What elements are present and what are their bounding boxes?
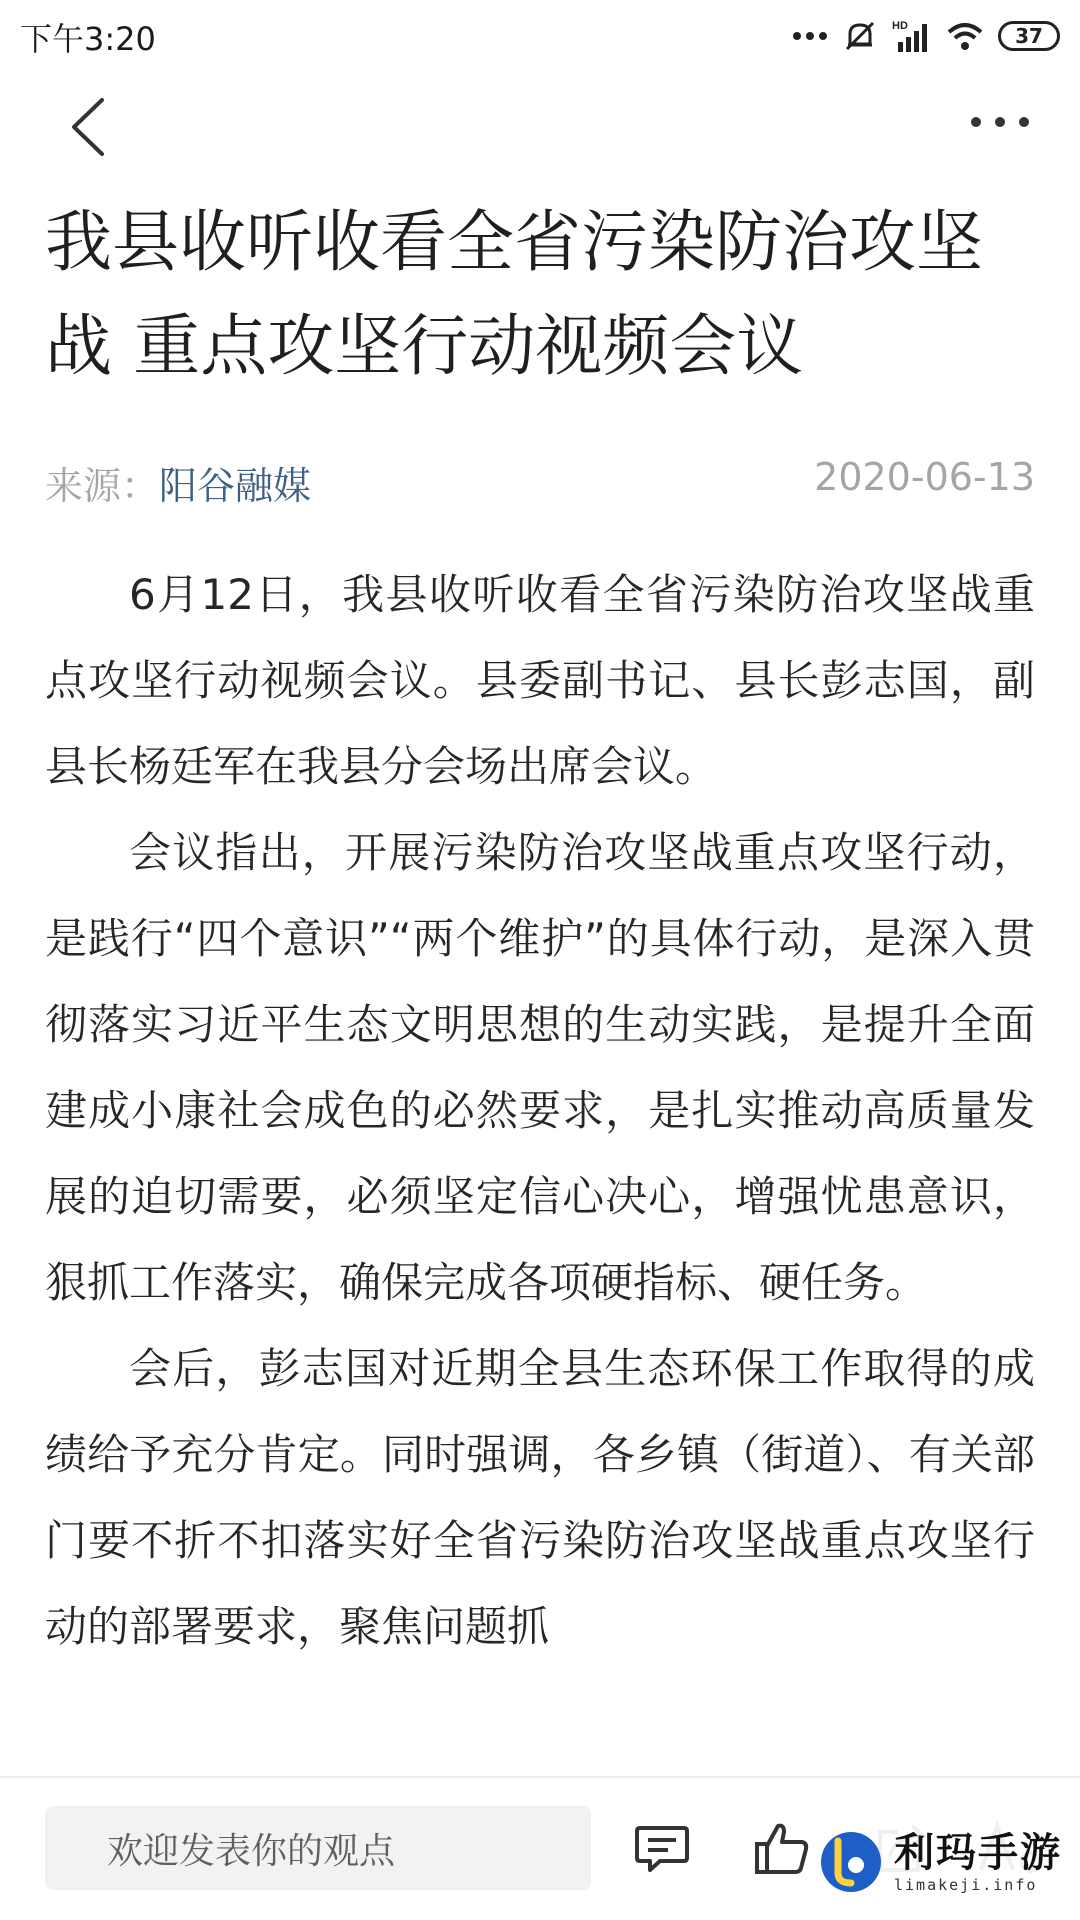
signal-icon: [892, 18, 932, 54]
source-label: 来源：: [45, 464, 160, 508]
chevron-left-icon: [60, 92, 120, 162]
battery-indicator: 37: [998, 21, 1060, 51]
article-meta: [45, 455, 1035, 511]
status-time: 下午3:20: [20, 20, 156, 58]
watermark-name: 利玛手游: [894, 1830, 1062, 1876]
more-dots-icon: [960, 102, 1040, 142]
article-title: 我县收听收看全省污染防治攻坚战 重点攻坚行动视频会议: [45, 203, 983, 385]
article-body: [45, 552, 1035, 1762]
comment-input[interactable]: 欢迎发表你的观点: [45, 1806, 591, 1890]
bottom-bar: [0, 1778, 1080, 1920]
back-button[interactable]: [60, 92, 120, 162]
article-paragraph: 会议指出，开展污染防治攻坚战重点攻坚行动，是践行“四个意识”“两个维护”的具体行动，是深入贯彻落实习近平生态文明思想的生动实践，是提升全面建成小康社会成色的必然要求，是扎实推动高质量发展的迫切需要，必须坚定信心决心，增强忧患意识，狠抓工作落实，确保完成各项硬指标、硬任务。: [45, 828, 1035, 1307]
article-paragraph: 会后，彭志国对近期全县生态环保工作取得的成绩给予充分肯定。同时强调，各乡镇（街道）、有关部门要不折不扣落实好全省污染防治攻坚战重点攻坚行动的部署要求，聚焦问题抓: [45, 1344, 1035, 1651]
status-bar: [0, 0, 1080, 72]
source-name[interactable]: 阳谷融媒: [159, 464, 312, 508]
top-nav: [0, 72, 1080, 172]
status-icons: [792, 16, 1060, 56]
comment-icon: [632, 1818, 692, 1878]
more-dots-status-icon: [792, 31, 828, 41]
watermark: [816, 1816, 1066, 1908]
article-paragraph: 6月12日，我县收听收看全省污染防治攻坚战重点攻坚行动视频会议。县委副书记、县长彭志国，副县长杨廷军在我县分会场出席会议。: [45, 570, 1035, 791]
svg-text:HD: HD: [892, 20, 908, 32]
mute-icon: [842, 18, 878, 54]
watermark-logo-icon: [816, 1827, 886, 1897]
comment-button[interactable]: [632, 1818, 692, 1878]
watermark-url: limakeji.info: [894, 1876, 1038, 1894]
wifi-icon: [946, 20, 984, 52]
like-button[interactable]: [752, 1818, 812, 1878]
more-options-button[interactable]: [960, 102, 1040, 142]
publish-date: 2020-06-13: [814, 455, 1035, 499]
thumbs-up-icon: [752, 1818, 812, 1878]
